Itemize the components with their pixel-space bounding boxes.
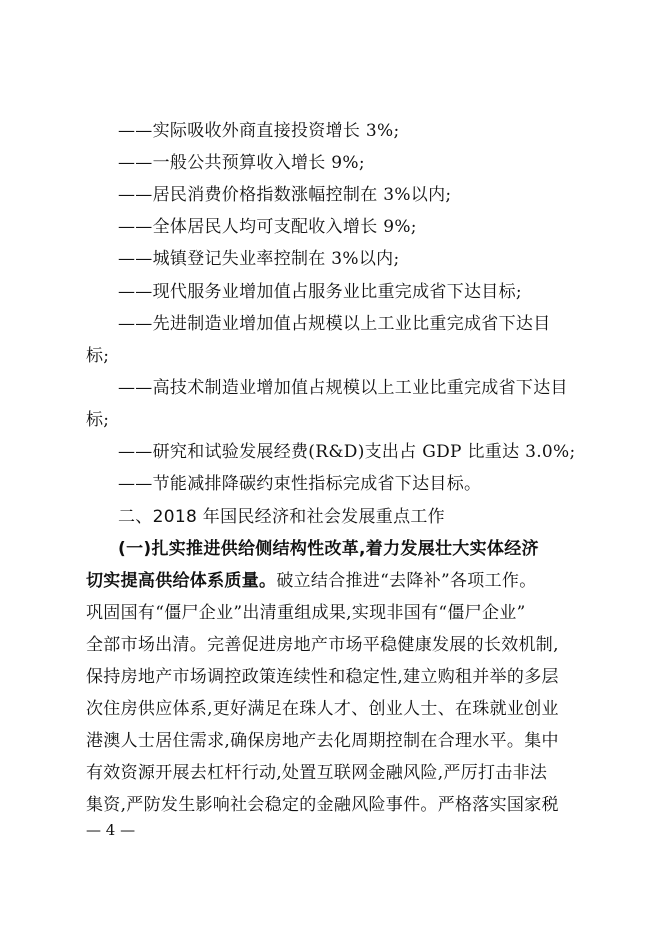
section-heading: 二、2018 年国民经济和社会发展重点工作	[118, 507, 445, 527]
sub-heading: (一)扎实推进供给侧结构性改革,着力发展壮大实体经济	[118, 539, 539, 559]
target-high-tech-manufacturing-cont: 标;	[86, 410, 110, 430]
target-fdi: ——实际吸收外商直接投资增长 3%;	[118, 121, 400, 141]
target-budget-revenue: ——一般公共预算收入增长 9%;	[118, 153, 365, 173]
target-energy-saving: ——节能减排降碳约束性指标完成省下达目标。	[118, 474, 482, 494]
paragraph-line: 有效资源开展去杠杆行动,处置互联网金融风险,严厉打击非法	[86, 763, 548, 783]
target-disposable-income: ——全体居民人均可支配收入增长 9%;	[118, 217, 417, 237]
paragraph-line: 全部市场出清。完善促进房地产市场平稳健康发展的长效机制,	[86, 635, 559, 655]
target-unemployment: ——城镇登记失业率控制在 3%以内;	[118, 249, 400, 269]
sub-heading-line2	[86, 570, 537, 592]
paragraph-line: 港澳人士居住需求,确保房地产去化周期控制在合理水平。集中	[86, 731, 559, 751]
paragraph-line: 巩固国有“僵尸企业”出清重组成果,实现非国有“僵尸企业”	[86, 603, 526, 623]
target-cpi: ——居民消费价格指数涨幅控制在 3%以内;	[118, 185, 452, 205]
paragraph-line: 集资,严防发生影响社会稳定的金融风险事件。严格落实国家税	[86, 795, 559, 815]
paragraph-line: 次住房供应体系,更好满足在珠人才、创业人士、在珠就业创业	[86, 699, 559, 719]
sub-heading-end: 切实提高供给体系质量。	[86, 571, 277, 591]
paragraph-start: 破立结合推进“去降补”各项工作。	[276, 571, 537, 591]
page-number: — 4 —	[86, 821, 136, 839]
paragraph-line: 保持房地产市场调控政策连续性和稳定性,建立购租并举的多层	[86, 667, 559, 687]
target-modern-services: ——现代服务业增加值占服务业比重完成省下达目标;	[118, 282, 522, 302]
target-rd-expenditure: ——研究和试验发展经费(R&D)支出占 GDP 比重达 3.0%;	[118, 442, 576, 462]
target-high-tech-manufacturing: ——高技术制造业增加值占规模以上工业比重完成省下达目	[118, 378, 568, 398]
target-advanced-manufacturing-cont: 标;	[86, 346, 110, 366]
target-advanced-manufacturing: ——先进制造业增加值占规模以上工业比重完成省下达目	[118, 314, 551, 334]
